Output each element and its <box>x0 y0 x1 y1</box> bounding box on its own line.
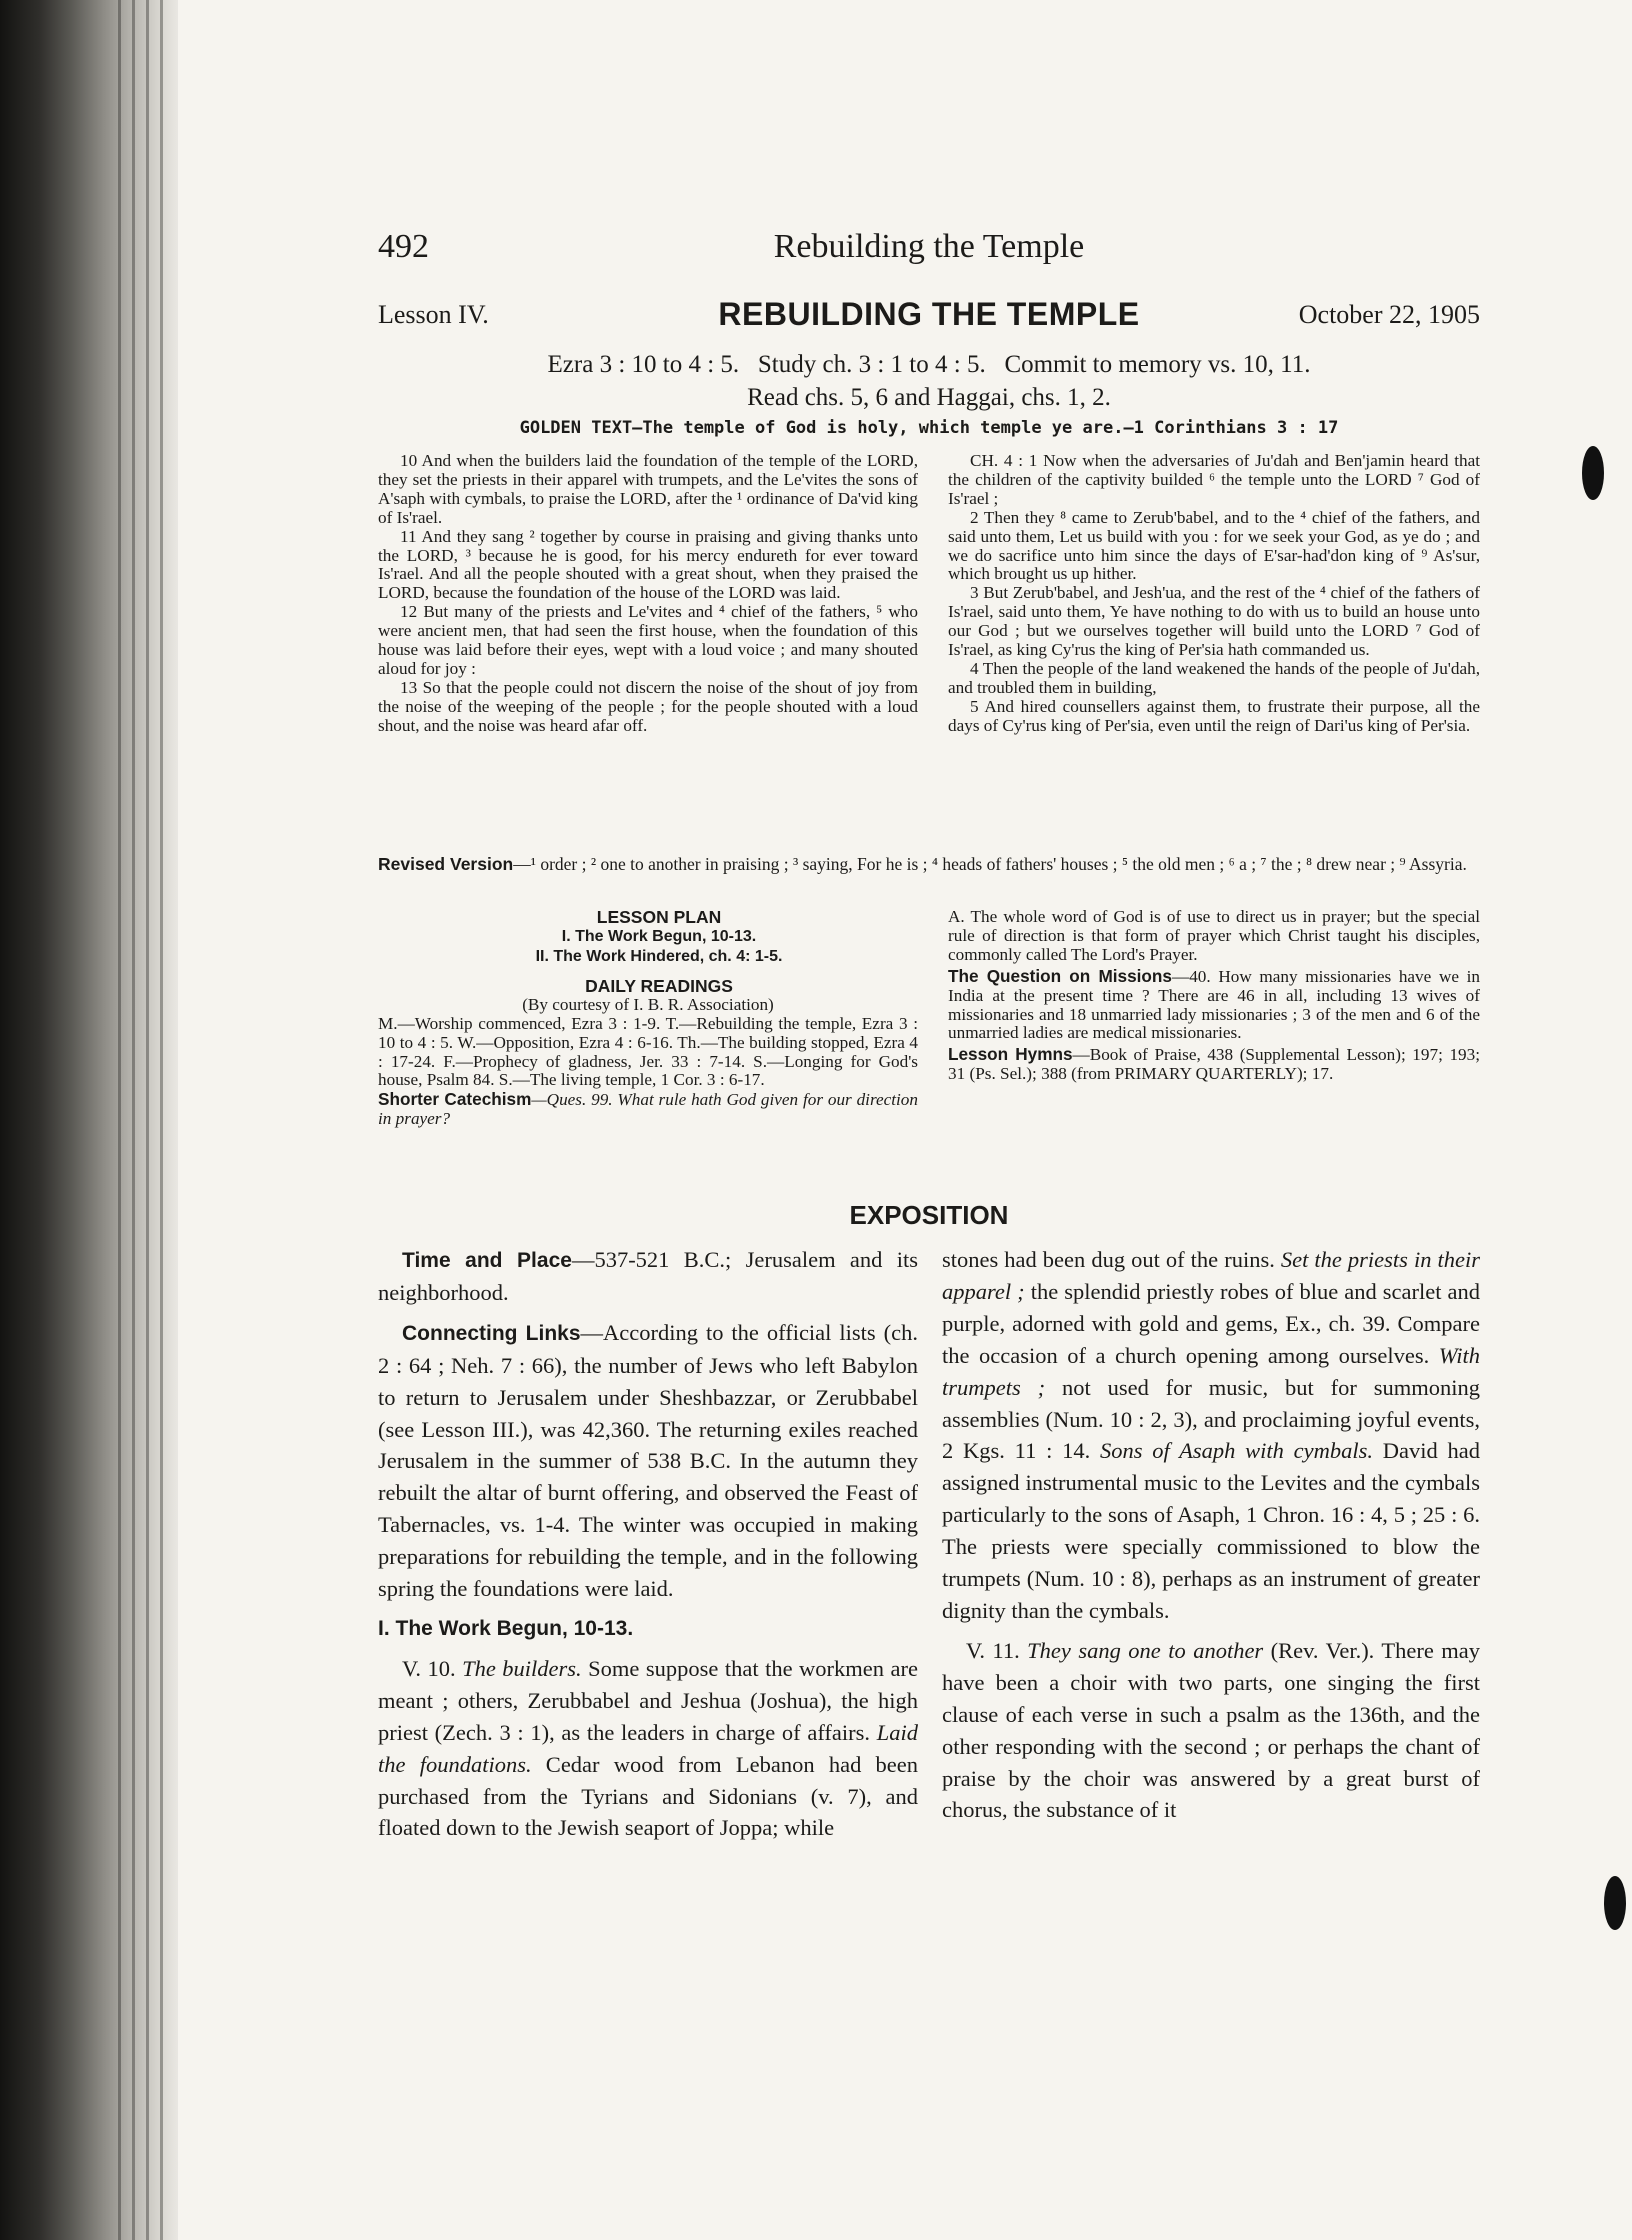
lesson-aids-left <box>378 908 918 1129</box>
exposition-right-column <box>942 1244 1480 1834</box>
verse-10-comment: V. 10. The builders. Some suppose that the workmen are meant ; others, Zerubbabel and Jeshua (Joshua), the high priest (Zech. 3 : 1), as the leaders in charge of affairs. Laid the foundations. Cedar wood from Lebanon had been purchased from the Tyrians and Sidonians (v. 7), and floated down to the Jewish seaport of Joppa; while <box>378 1655 919 1841</box>
daily-readings-courtesy: (By courtesy of I. B. R. Association) <box>522 994 774 1014</box>
verse-11-comment: V. 11. They sang one to another (Rev. Ver.). There may have been a choir with two parts, one singing the first clause of each verse in such a psalm as the 136th, and the other responding with the second ; or perhaps the chant of praise by the choir was answered by a great burst of chorus, the substance of it <box>942 1637 1480 1823</box>
verse-4-4: 4 Then the people of the land weakened the hands of the people of Ju'dah, and troubled them in building, <box>948 658 1480 697</box>
connecting-links-text: —According to the official lists (ch. 2 : 64 ; Neh. 7 : 66), the number of Jews who left Babylon to return to Jerusalem under Sheshbazzar, or Zerubbabel (see Lesson III.), was 42,360. The returning exiles reached Jerusalem in the summer of 538 B.C. In the autumn they rebuilt the altar of burnt offering, and observed the Feast of Tabernacles, vs. 1-4. The winter was occupied in making preparations for rebuilding the temple, and in the following spring the foundations were laid. <box>378 1319 918 1602</box>
missions-label: The Question on Missions <box>948 965 1172 986</box>
verse-4-3: 3 But Zerub'babel, and Jesh'ua, and the rest of the ⁴ chief of the fathers of Is'rael, said unto them, Ye have nothing to do with us to build an house unto our God ; but we ourselves together will build unto the LORD ⁷ God of Is'rael, as king Cy'rus the king of Per'sia hath commanded us. <box>948 583 1480 660</box>
lesson-plan-heading: LESSON PLAN <box>596 907 722 927</box>
revised-version-text: —¹ order ; ² one to another in praising ; ³ saying, For he is ; ⁴ heads of fathers' houses ; ⁵ the old men ; ⁶ a ; ⁷ the ; ⁸ drew near ; ⁹ Assyria. <box>513 854 1467 874</box>
hymns-label: Lesson Hymns <box>948 1044 1073 1065</box>
time-and-place-text: —537-521 B.C.; Jerusalem and its neighborhood. <box>378 1247 918 1305</box>
revised-version-label: Revised Version <box>378 854 514 874</box>
punch-hole-bottom <box>1604 1876 1626 1930</box>
verse-10: 10 And when the builders laid the foundation of the temple of the LORD, they set the priests in their apparel with trumpets, and the Le'vites the sons of A'saph with cymbals, to praise the LORD, after the ¹ ordinance of Da'vid king of Is'rael. <box>378 451 918 527</box>
daily-readings-text: M.—Worship commenced, Ezra 3 : 1-9. T.—Rebuilding the temple, Ezra 3 : 10 to 4 : 5. W.—Opposition, Ezra 4 : 6-16. Th.—The building stopped, Ezra 4 : 17-24. F.—Prophecy of gladness, Jer. 33 : 7-14. S.—Longing for God's house, Psalm 84. S.—The living temple, 1 Cor. 3 : 6-17. <box>378 1013 918 1090</box>
lesson-plan-item: I. The Work Begun, 10-13. <box>561 927 757 945</box>
lesson-number: Lesson IV. <box>378 300 489 329</box>
lesson-header <box>378 296 1480 340</box>
daily-readings-heading: DAILY READINGS <box>585 975 733 996</box>
lesson-aids-right <box>948 908 1480 1084</box>
lesson-title: REBUILDING THE TEMPLE <box>718 296 1140 332</box>
verse-12: 12 But many of the priests and Le'vites and ⁴ chief of the fathers, ⁵ who were ancient men, that had seen the first house, when the foundation of this house was laid before their eyes, wept with a loud voice ; and many shouted aloud for joy : <box>378 602 918 678</box>
page-number: 492 <box>378 228 429 265</box>
verse-10-comment-continued: stones had been dug out of the ruins. Set the priests in their apparel ; the splendid priestly robes of blue and scarlet and purple, adorned with gold and gems, Ex., ch. 39. Compare the occasion of a church opening among ourselves. With trumpets ; not used for music, but for summoning assemblies (Num. 10 : 2, 3), and proclaiming joyful events, 2 Kgs. 11 : 14. Sons of Asaph with cymbals. David had assigned instrumental music to the Levites and the cymbals particularly to the sons of Asaph, 1 Chron. 16 : 4, 5 ; 25 : 6. The priests were specially commissioned to blow the trumpets (Num. 10 : 8), perhaps as an instrument of greater dignity than the cymbals. <box>942 1247 1481 1623</box>
catechism-label: Shorter Catechism <box>378 1089 532 1110</box>
verse-13: 13 So that the people could not discern the noise of the shout of joy from the noise of the weeping of the people ; for the people shouted with a loud shout, and the noise was heard afar off. <box>378 677 918 735</box>
running-title: Rebuilding the Temple <box>773 228 1085 265</box>
lesson-date: October 22, 1905 <box>1298 300 1480 329</box>
scripture-ref-line2: Read chs. 5, 6 and Haggai, chs. 1, 2. <box>747 384 1111 411</box>
section-heading-work-begun: I. The Work Begun, 10-13. <box>378 1616 634 1640</box>
catechism-answer: A. The whole word of God is of use to direct us in prayer; but the special rule of direction is that form of prayer which Christ taught his disciples, commonly called The Lord's Prayer. <box>948 907 1480 964</box>
verse-4-5: 5 And hired counsellers against them, to frustrate their purpose, all the days of Cy'rus king of Per'sia, even until the reign of Dari'us king of Per'sia. <box>948 696 1480 735</box>
running-header <box>378 228 1480 278</box>
connecting-links-label: Connecting Links <box>402 1321 581 1345</box>
scripture-ref-line1: Ezra 3 : 10 to 4 : 5. Study ch. 3 : 1 to 4 : 5. Commit to memory vs. 10, 11. <box>547 351 1311 378</box>
scripture-right-column <box>948 452 1480 736</box>
exposition-heading: EXPOSITION <box>849 1200 1009 1230</box>
scripture-left-column <box>378 452 918 736</box>
punch-hole-top <box>1582 446 1604 500</box>
hymns-text: —Book of Praise, 438 (Supplemental Lesson); 197; 193; 31 (Ps. Sel.); 388 (from PRIMARY QUARTERLY); 17. <box>948 1045 1480 1084</box>
book-page-edges <box>0 0 178 2240</box>
scripture-reference <box>378 348 1480 414</box>
time-and-place-label: Time and Place <box>402 1249 572 1272</box>
verse-11: 11 And they sang ² together by course in praising and giving thanks unto the LORD, ³ because he is good, for his mercy endureth for ever toward Is'rael. And all the people shouted with a great shout, when they praised the LORD, because the foundation of the house of the LORD was laid. <box>378 526 918 603</box>
missions-text: —40. How many missionaries have we in India at the present time ? There are 46 in all, including 13 wives of missionaries and 18 unmarried lady missionaries ; 3 of the men and 6 of the unmarried ladies are medical missionaries. <box>948 966 1481 1043</box>
lesson-plan-item: II. The Work Hindered, ch. 4: 1-5. <box>535 947 783 965</box>
exposition-left-column <box>378 1244 918 1852</box>
golden-text: GOLDEN TEXT—The temple of God is holy, which temple ye are.—1 Corinthians 3 : 17 <box>519 418 1339 438</box>
verse-4-1: CH. 4 : 1 Now when the adversaries of Ju'dah and Ben'jamin heard that the children of the captivity builded ⁶ the temple unto the LORD ⁷ God of Is'rael ; <box>948 451 1480 508</box>
catechism-question: —Ques. 99. What rule hath God given for our direction in prayer? <box>378 1090 918 1129</box>
revised-version-note <box>378 854 1480 874</box>
verse-4-2: 2 Then they ⁸ came to Zerub'babel, and to the ⁴ chief of the fathers, and said unto them, Let us build with you : for we seek your God, as ye do ; and we do sacrifice unto him since the days of E'sar-had'don king of ⁹ As'sur, which brought us up hither. <box>948 507 1480 584</box>
